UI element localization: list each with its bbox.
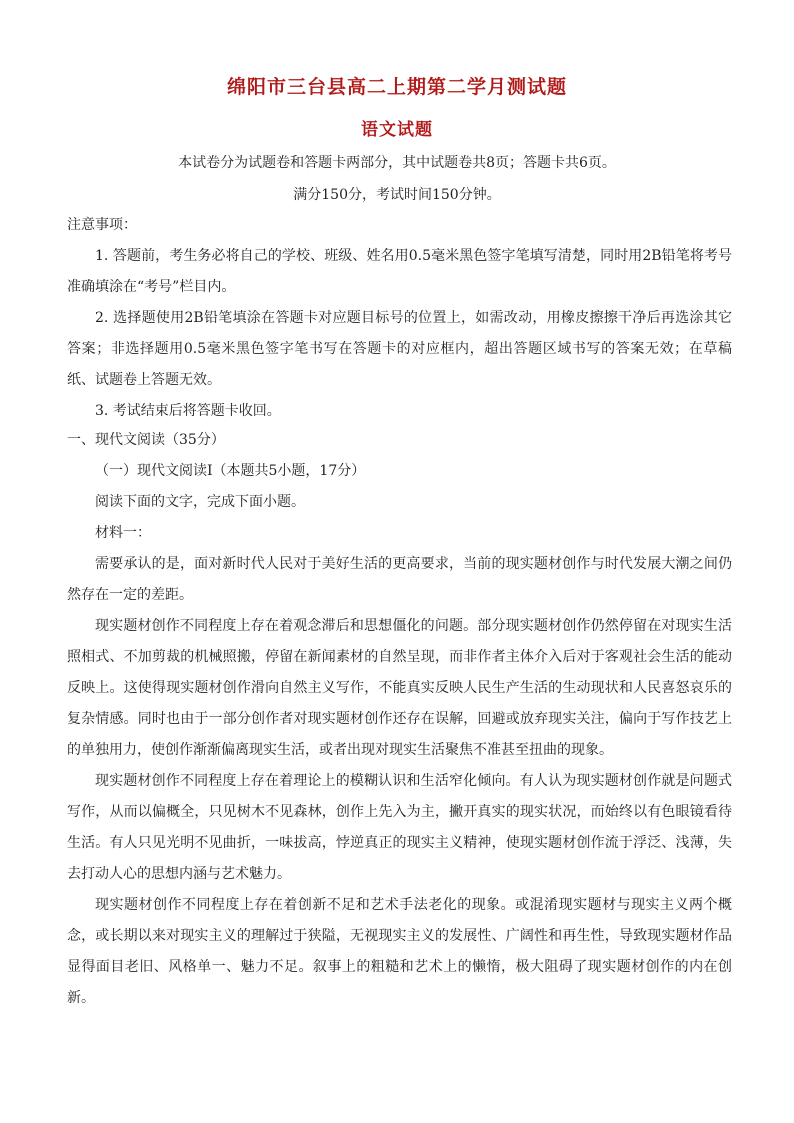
material-label: 材料一：: [95, 525, 151, 541]
exam-subtitle: 语文试题: [361, 120, 433, 140]
notes-item-1: 1. 答题前，考生务必将自己的学校、班级、姓名用0.5毫米黑色签字笔填写清楚，同时用2B铅笔将考号准确填涂在“考号”栏目内。: [67, 248, 732, 295]
exam-title: 绵阳市三台县高二上期第二学月测试题: [226, 76, 567, 98]
reading-instruction: 阅读下面的文字，完成下面小题。: [95, 494, 305, 510]
paragraph-3: 现实题材创作不同程度上存在着理论上的模糊认识和生活窄化倾向。有人认为现实题材创作就是问题式写作，从而以偏概全，只见树木不见森林，创作上先入为主，撇开真实的现实状况，而始终以有色眼镜看待生活。有人只见光明不见曲折，一味拔高，悖逆真正的现实主义精神，使现实题材创作流于浮泛、浅薄，失去打动人心的思想内涵与艺术魅力。: [67, 773, 732, 882]
paragraph-2: 现实题材创作不同程度上存在着观念滞后和思想僵化的问题。部分现实题材创作仍然停留在对现实生活照相式、不加剪裁的机械照搬，停留在新闻素材的自然呈现，而非作者主体介入后对于客观社会生活的能动反映上。这使得现实题材创作滑向自然主义写作，不能真实反映人民生产生活的生动现状和人民喜怒哀乐的复杂情感。同时也由于一部分创作者对现实题材创作还存在误解，回避或放弃现实关注，偏向于写作技艺上的单独用力，使创作渐渐偏离现实生活，或者出现对现实生活聚焦不准甚至扭曲的现象。: [67, 618, 732, 758]
intro-line-2: 满分150分，考试时间150分钟。: [293, 187, 501, 203]
intro-line-1: 本试卷分为试题卷和答题卡两部分，其中试题卷共8页；答题卡共6页。: [178, 155, 616, 171]
section-1: [67, 425, 732, 1014]
notes-block: [67, 210, 732, 427]
section-heading: 一、现代文阅读（35分）: [67, 432, 225, 448]
notes-item-3: 3. 考试结束后将答题卡收回。: [95, 403, 281, 419]
notes-heading: 注意事项：: [67, 217, 137, 233]
notes-item-2: 2. 选择题使用2B铅笔填涂在答题卡对应题目标号的位置上，如需改动，用橡皮擦擦干净后再选涂其它答案；非选择题用0.5毫米黑色签字笔书写在答题卡的对应框内，超出答题区域书写的答案无效；在草稿纸、试题卷上答题无效。: [67, 310, 732, 388]
paragraph-1: 需要承认的是，面对新时代人民对于美好生活的更高要求，当前的现实题材创作与时代发展大潮之间仍然存在一定的差距。: [67, 556, 732, 603]
subsection-heading: （一）现代文阅读Ⅰ（本题共5小题，17分）: [95, 463, 366, 479]
paragraph-4: 现实题材创作不同程度上存在着创新不足和艺术手法老化的现象。或混淆现实题材与现实主义两个概念，或长期以来对现实主义的理解过于狭隘，无视现实主义的发展性、广阔性和再生性，导致现实题材作品显得面目老旧、风格单一、魅力不足。叙事上的粗糙和艺术上的懒惰，极大阻碍了现实题材创作的内在创新。: [67, 897, 732, 1006]
